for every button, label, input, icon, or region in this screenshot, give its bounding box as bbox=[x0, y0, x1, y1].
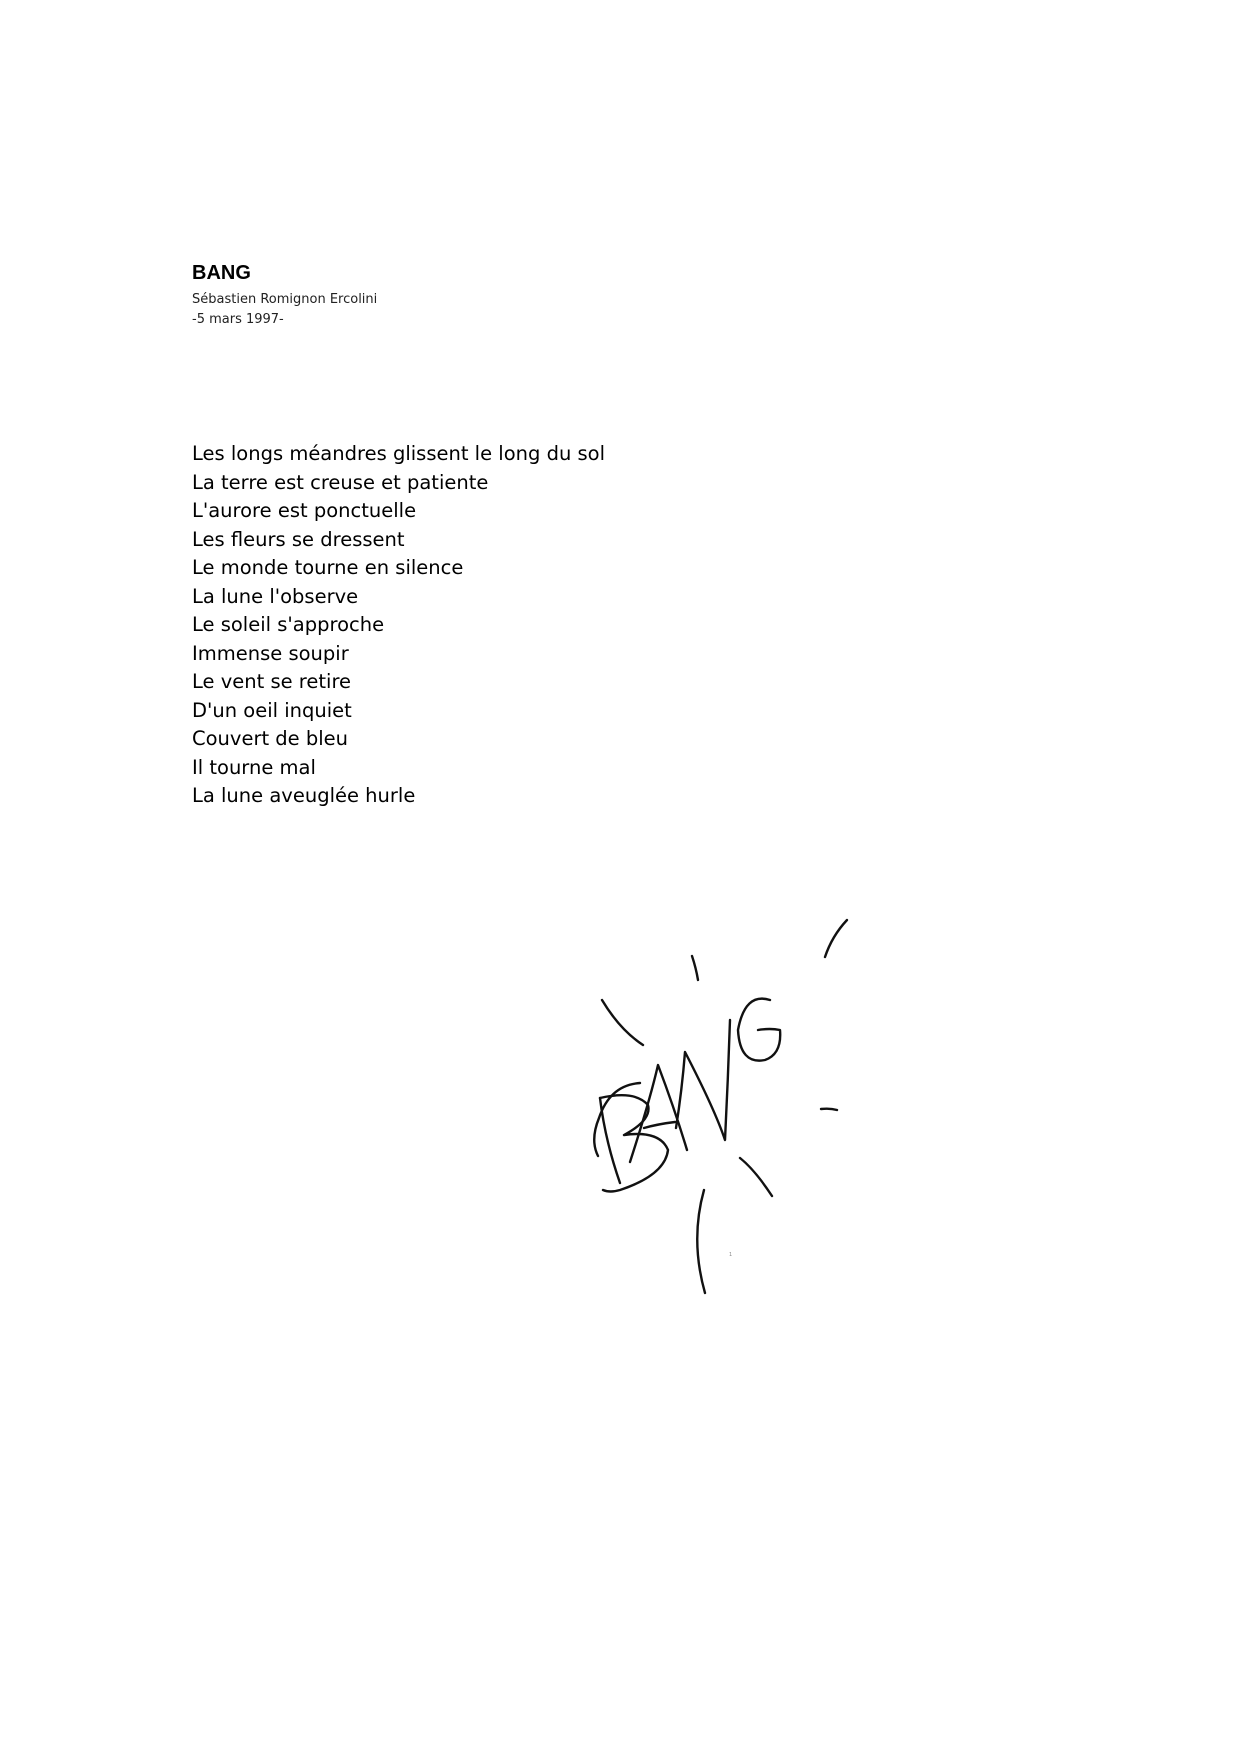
poem-title: BANG bbox=[192, 262, 251, 284]
burst-stroke bbox=[825, 920, 847, 957]
poem-line: Les longs méandres glissent le long du sol bbox=[192, 442, 606, 465]
letter-a-stroke bbox=[644, 1122, 675, 1128]
letter-b-stroke bbox=[600, 1095, 668, 1191]
poem-line: La lune l'observe bbox=[192, 584, 359, 608]
poem-line: Le vent se retire bbox=[192, 670, 352, 693]
tiny-mark: 1 bbox=[729, 1252, 733, 1258]
poem-line: Le soleil s'approche bbox=[192, 613, 385, 636]
poem-body bbox=[192, 440, 605, 811]
burst-stroke bbox=[602, 1000, 643, 1045]
poem-line: Couvert de bleu bbox=[192, 727, 349, 750]
poem-line: Le monde tourne en silence bbox=[192, 556, 464, 579]
letter-b-stroke bbox=[594, 1083, 640, 1156]
poem-line: Il tourne mal bbox=[192, 755, 316, 779]
poem-line: La lune aveuglée hurle bbox=[192, 784, 416, 807]
letter-g-stroke bbox=[738, 999, 780, 1061]
bang-sketch-illustration bbox=[540, 900, 860, 1320]
poem-line: L'aurore est ponctuelle bbox=[192, 499, 417, 522]
burst-stroke bbox=[697, 1190, 705, 1293]
poem-date: -5 mars 1997- bbox=[192, 312, 284, 327]
poem-line: Les fleurs se dressent bbox=[192, 527, 405, 551]
poem-line: Immense soupir bbox=[192, 641, 349, 665]
burst-stroke bbox=[692, 956, 698, 980]
author-name: Sébastien Romignon Ercolini bbox=[192, 292, 378, 307]
letter-n-stroke bbox=[676, 1020, 730, 1140]
poem-line: D'un oeil inquiet bbox=[192, 698, 352, 722]
burst-stroke bbox=[821, 1109, 837, 1110]
burst-stroke bbox=[740, 1158, 772, 1196]
poem-line: La terre est creuse et patiente bbox=[192, 470, 489, 494]
